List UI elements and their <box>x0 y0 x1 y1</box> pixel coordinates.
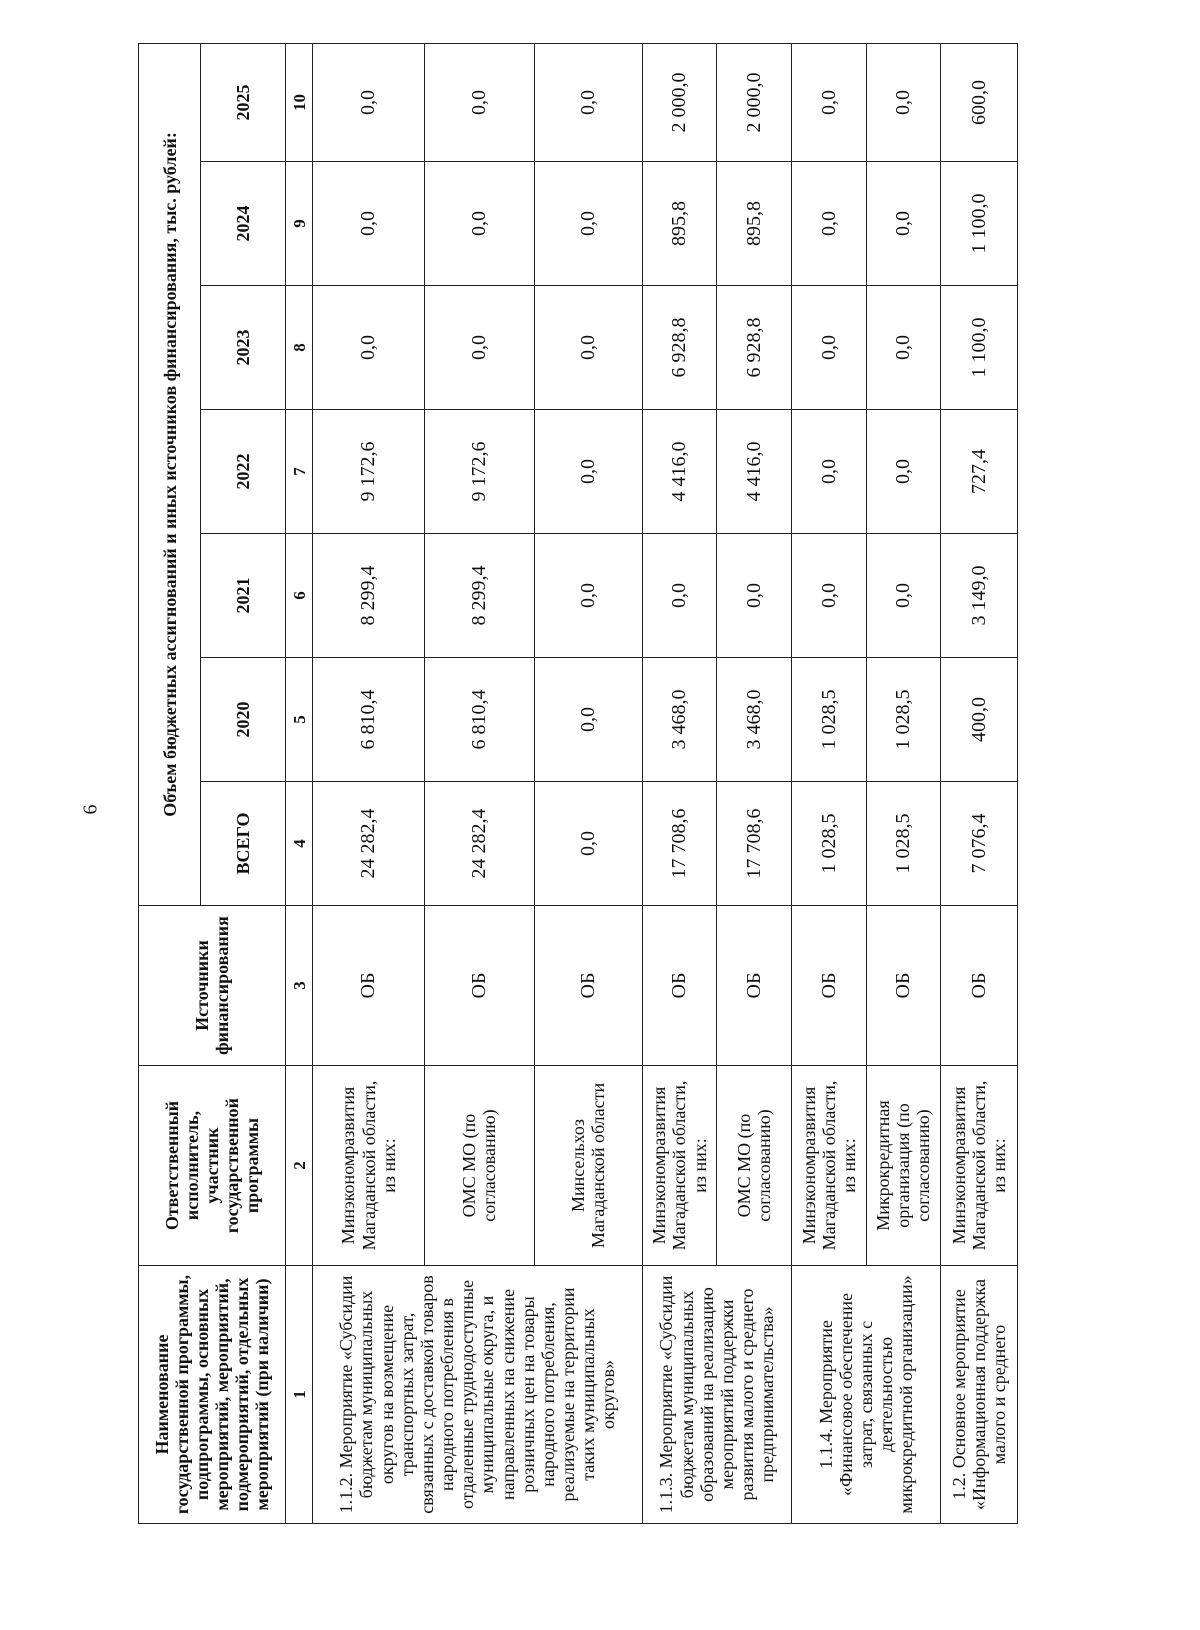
value-cell: 0,0 <box>791 410 866 534</box>
executor-cell: Минэкономразвития Магаданской области, из них: <box>313 1066 425 1266</box>
value-cell: 8 299,4 <box>425 534 535 658</box>
value-cell: 4 416,0 <box>642 410 717 534</box>
executor-cell: Микрокредитная организация (по согласованию) <box>866 1066 941 1266</box>
value-cell: 0,0 <box>425 43 535 161</box>
value-cell: 1 028,5 <box>866 658 941 782</box>
value-cell: 9 172,6 <box>425 410 535 534</box>
column-number: 6 <box>286 534 313 658</box>
value-cell: 1 028,5 <box>791 782 866 906</box>
executor-cell: Минэкономразвития Магаданской области, из них: <box>642 1066 717 1266</box>
executor-cell: Минэкономразвития Магаданской области, из них: <box>791 1066 866 1266</box>
value-cell: 0,0 <box>534 534 642 658</box>
value-cell: 0,0 <box>534 286 642 410</box>
value-cell: 0,0 <box>313 162 425 286</box>
header-year-total: ВСЕГО <box>201 782 286 906</box>
value-cell: 0,0 <box>642 534 717 658</box>
source-cell: ОБ <box>791 906 866 1066</box>
value-cell: 727,4 <box>941 410 1018 534</box>
value-cell: 895,8 <box>717 162 792 286</box>
column-number: 9 <box>286 162 313 286</box>
value-cell: 0,0 <box>866 162 941 286</box>
value-cell: 0,0 <box>425 286 535 410</box>
header-name: Наименование государственной программы, подпрограммы, основных мероприятий, мероприятий, подмероприятий, отдельных мероприятий (при наличии) <box>139 1266 286 1524</box>
value-cell: 895,8 <box>642 162 717 286</box>
value-cell: 3 149,0 <box>941 534 1018 658</box>
table-row <box>313 43 425 1523</box>
value-cell: 1 100,0 <box>941 286 1018 410</box>
value-cell: 2 000,0 <box>717 43 792 161</box>
value-cell: 6 810,4 <box>425 658 535 782</box>
header-year-2025: 2025 <box>201 43 286 161</box>
value-cell: 0,0 <box>425 162 535 286</box>
value-cell: 3 468,0 <box>717 658 792 782</box>
header-year-2020: 2020 <box>201 658 286 782</box>
table-row <box>791 43 866 1523</box>
value-cell: 0,0 <box>313 43 425 161</box>
financing-table <box>138 43 1018 1524</box>
value-cell: 24 282,4 <box>425 782 535 906</box>
value-cell: 0,0 <box>866 43 941 161</box>
value-cell: 0,0 <box>313 286 425 410</box>
executor-cell: Минэкономразвития Магаданской области, из них: <box>941 1066 1018 1266</box>
value-cell: 0,0 <box>866 410 941 534</box>
value-cell: 0,0 <box>717 534 792 658</box>
page-number: 6 <box>79 804 102 815</box>
value-cell: 0,0 <box>534 162 642 286</box>
value-cell: 0,0 <box>534 658 642 782</box>
column-number: 7 <box>286 410 313 534</box>
source-cell: ОБ <box>866 906 941 1066</box>
column-number: 10 <box>286 43 313 161</box>
column-number: 3 <box>286 906 313 1066</box>
header-year-2024: 2024 <box>201 162 286 286</box>
value-cell: 0,0 <box>791 162 866 286</box>
value-cell: 9 172,6 <box>313 410 425 534</box>
value-cell: 2 000,0 <box>642 43 717 161</box>
value-cell: 6 928,8 <box>642 286 717 410</box>
value-cell: 3 468,0 <box>642 658 717 782</box>
column-number: 4 <box>286 782 313 906</box>
measure-name: 1.1.2. Мероприятие «Субсидии бюджетам муниципальных округов на возмещение транспортных затрат, связанных с доставкой товаров народного потребления в отдаленные труднодоступные муниципальные округа, и направленных на снижение розничных цен на товары народного потребления, реализуемые на территории таких муниципальных округов» <box>313 1266 643 1524</box>
value-cell: 600,0 <box>941 43 1018 161</box>
value-cell: 1 028,5 <box>866 782 941 906</box>
measure-name: 1.2. Основное мероприятие «Информационная поддержка малого и среднего <box>941 1266 1018 1524</box>
value-cell: 400,0 <box>941 658 1018 782</box>
value-cell: 0,0 <box>866 286 941 410</box>
value-cell: 24 282,4 <box>313 782 425 906</box>
value-cell: 17 708,6 <box>642 782 717 906</box>
source-cell: ОБ <box>313 906 425 1066</box>
value-cell: 8 299,4 <box>313 534 425 658</box>
value-cell: 0,0 <box>791 43 866 161</box>
value-cell: 4 416,0 <box>717 410 792 534</box>
source-cell: ОБ <box>534 906 642 1066</box>
header-year-2023: 2023 <box>201 286 286 410</box>
measure-name: 1.1.4. Мероприятие «Финансовое обеспечение затрат, связанных с деятельностью микрокредитной организации» <box>791 1266 940 1524</box>
column-number: 5 <box>286 658 313 782</box>
value-cell: 0,0 <box>534 43 642 161</box>
value-cell: 0,0 <box>534 410 642 534</box>
header-sources: Источники финансирования <box>139 906 286 1066</box>
value-cell: 6 810,4 <box>313 658 425 782</box>
measure-name: 1.1.3. Мероприятие «Субсидии бюджетам муниципальных образований на реализацию мероприятий поддержки развития малого и среднего предпринимательства» <box>642 1266 791 1524</box>
column-number: 1 <box>286 1266 313 1524</box>
column-number: 2 <box>286 1066 313 1266</box>
table-row <box>642 43 717 1523</box>
header-volume: Объем бюджетных ассигнований и иных источников финансирования, тыс. рублей: <box>139 43 201 905</box>
header-executor: Ответственный исполнитель, участник государственной программы <box>139 1066 286 1266</box>
executor-cell: Минсельхоз Магаданской области <box>534 1066 642 1266</box>
header-year-2022: 2022 <box>201 410 286 534</box>
header-year-2021: 2021 <box>201 534 286 658</box>
source-cell: ОБ <box>642 906 717 1066</box>
value-cell: 6 928,8 <box>717 286 792 410</box>
column-number: 8 <box>286 286 313 410</box>
value-cell: 1 028,5 <box>791 658 866 782</box>
executor-cell: ОМС МО (по согласованию) <box>425 1066 535 1266</box>
source-cell: ОБ <box>941 906 1018 1066</box>
table-row <box>941 43 1018 1523</box>
value-cell: 1 100,0 <box>941 162 1018 286</box>
value-cell: 0,0 <box>866 534 941 658</box>
value-cell: 0,0 <box>791 534 866 658</box>
source-cell: ОБ <box>425 906 535 1066</box>
financing-table-sheet <box>138 44 1018 1524</box>
source-cell: ОБ <box>717 906 792 1066</box>
value-cell: 0,0 <box>534 782 642 906</box>
value-cell: 7 076,4 <box>941 782 1018 906</box>
value-cell: 0,0 <box>791 286 866 410</box>
executor-cell: ОМС МО (по согласованию) <box>717 1066 792 1266</box>
value-cell: 17 708,6 <box>717 782 792 906</box>
